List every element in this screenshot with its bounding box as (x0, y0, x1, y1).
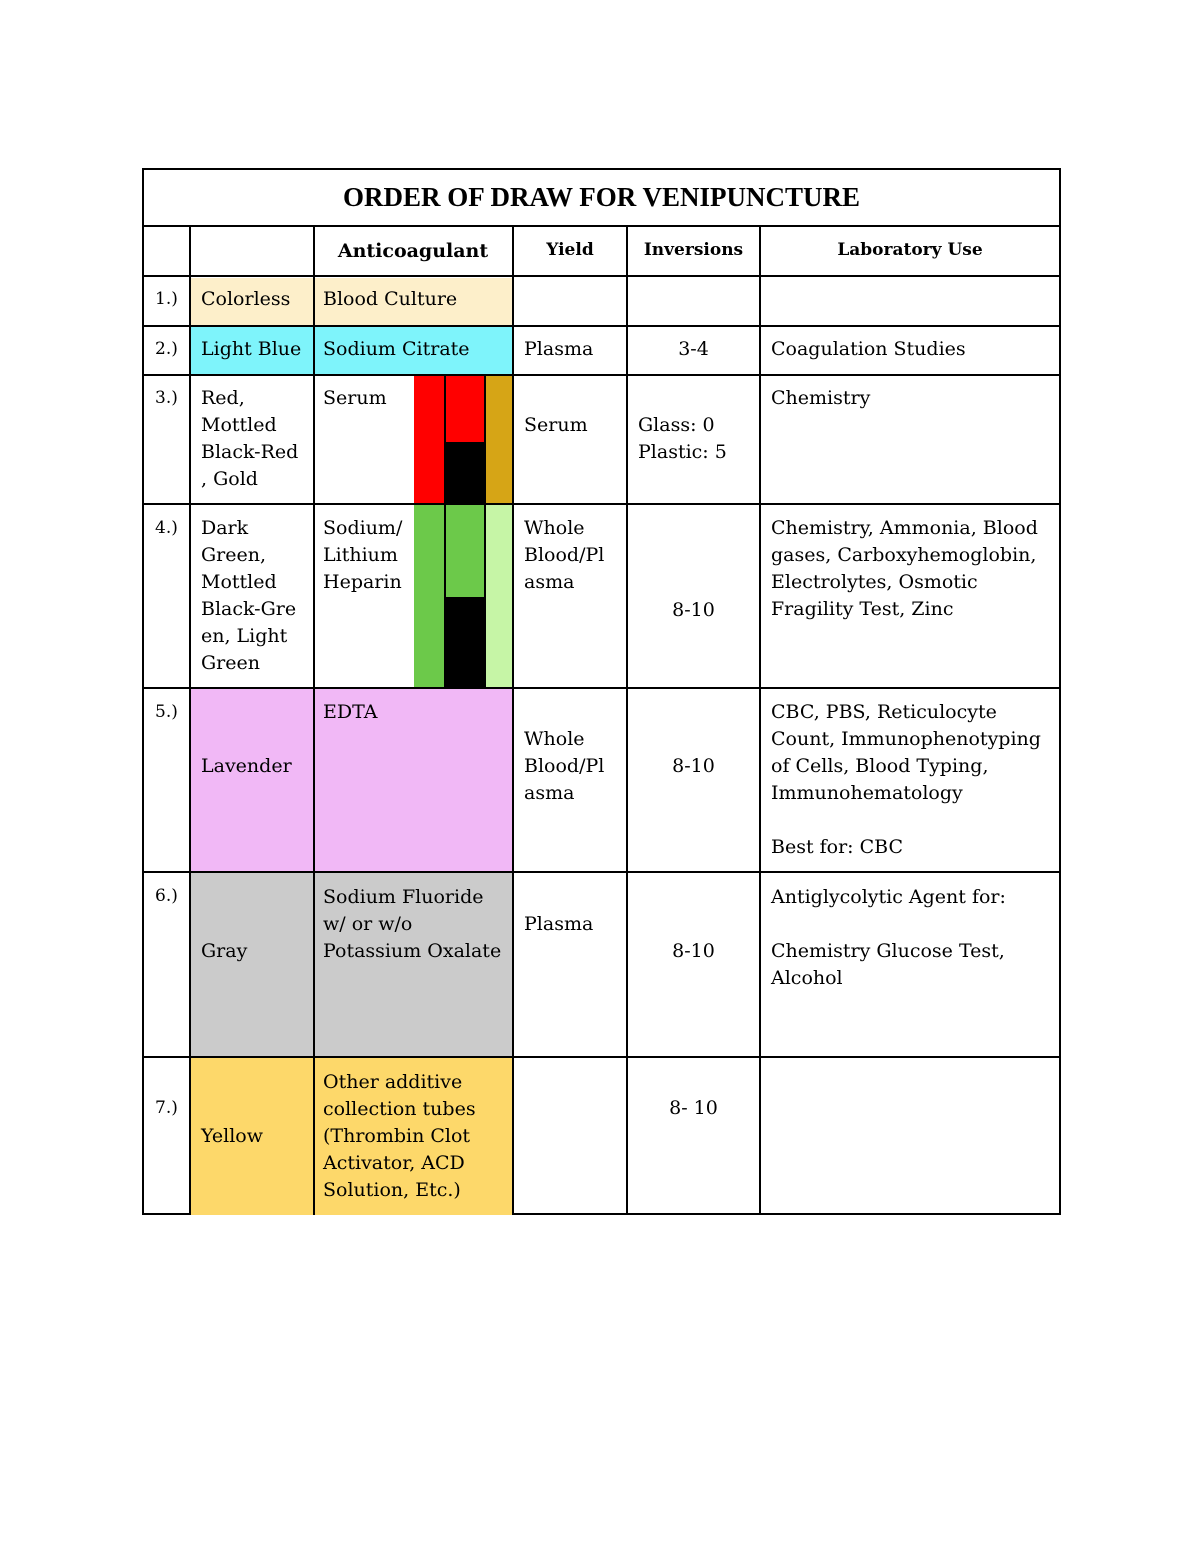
yield: Plasma (524, 913, 594, 935)
light-green-tube-block (484, 505, 513, 688)
anticoagulant-line: collection tubes (323, 1098, 476, 1120)
row-number: 5.) (155, 702, 178, 722)
tube-color-line: Mottled (201, 414, 277, 436)
laboratory-use-line: Chemistry Glucose Test, (771, 940, 1005, 962)
laboratory-use: Chemistry (771, 387, 871, 409)
laboratory-use-line: Electrolytes, Osmotic (771, 571, 978, 593)
yield (516, 720, 626, 813)
inversions (630, 406, 759, 472)
inversions: 8- 10 (669, 1097, 718, 1119)
yield-line: Whole (524, 728, 585, 750)
dark-green-tube-block (414, 505, 446, 688)
inversions: 8-10 (672, 755, 715, 777)
mottled-black-bottom-block (446, 442, 484, 504)
mottled-black-green-bottom-block (446, 597, 484, 688)
row-number: 7.) (155, 1098, 178, 1118)
tube-color-line: Red, (201, 387, 245, 409)
order-of-draw-table (142, 168, 1061, 1215)
yield-line: Blood/Pl (524, 544, 605, 566)
laboratory-use-line: Chemistry, Ammonia, Blood (771, 517, 1038, 539)
anticoagulant-line: Other additive (323, 1071, 463, 1093)
inversions: 3-4 (678, 338, 709, 360)
tube-color: Lavender (201, 755, 292, 777)
red-tube-block (414, 376, 446, 504)
anticoagulant (315, 878, 512, 971)
anticoagulant-line: Heparin (323, 571, 402, 593)
mottled-green-top-block (446, 505, 484, 597)
row-number: 6.) (155, 886, 178, 906)
grid-line (144, 503, 1059, 505)
anticoagulant-line: Sodium Fluoride (323, 886, 484, 908)
tube-color-line: Black-Gre (201, 598, 297, 620)
laboratory-use: Coagulation Studies (771, 338, 966, 360)
yield: Plasma (524, 338, 594, 360)
inversions-line: Glass: 0 (638, 414, 715, 436)
gold-tube-block (484, 376, 513, 504)
tube-color-line: , Gold (201, 468, 258, 490)
anticoagulant (315, 1063, 512, 1210)
tube-color-line: Green (201, 652, 260, 674)
grid-line (144, 325, 1059, 327)
laboratory-use-line: Immunohematology (771, 782, 963, 804)
anticoagulant-line: (Thrombin Clot (323, 1125, 471, 1147)
anticoagulant (315, 509, 414, 602)
yield (516, 509, 626, 602)
anticoagulant-line: Solution, Etc.) (323, 1179, 461, 1201)
grid-line (144, 687, 1059, 689)
row-number: 4.) (155, 518, 178, 538)
laboratory-use-head: Antiglycolytic Agent for: (771, 886, 1006, 908)
inversions: 8-10 (672, 940, 715, 962)
header-yield: Yield (546, 239, 594, 260)
anticoagulant: Blood Culture (323, 288, 458, 310)
yield-line: Whole (524, 517, 585, 539)
tube-color-line: Black-Red (201, 441, 299, 463)
laboratory-use-line: CBC, PBS, Reticulocyte (771, 701, 997, 723)
yield-line: asma (524, 782, 575, 804)
yield-line: asma (524, 571, 575, 593)
tube-color: Light Blue (201, 338, 302, 360)
anticoagulant: Serum (323, 387, 387, 409)
yield: Serum (524, 414, 588, 436)
anticoagulant-line: Activator, ACD (323, 1152, 465, 1174)
header-inversions: Inversions (643, 239, 744, 260)
laboratory-use (763, 509, 1059, 629)
tube-color-line: Dark (201, 517, 249, 539)
tube-color: Gray (201, 940, 248, 962)
anticoagulant-line: Lithium (323, 544, 398, 566)
anticoagulant: Sodium Citrate (323, 338, 470, 360)
grid-line (144, 374, 1059, 376)
yield-line: Blood/Pl (524, 755, 605, 777)
anticoagulant-line: Potassium Oxalate (323, 940, 502, 962)
inversions-line: Plastic: 5 (638, 441, 727, 463)
tube-color-line: Mottled (201, 571, 277, 593)
table-title: ORDER OF DRAW FOR VENIPUNCTURE (144, 170, 1059, 227)
tube-color (193, 509, 313, 683)
tube-color-line: Green, (201, 544, 267, 566)
best-for-note: Best for: CBC (771, 836, 904, 858)
anticoagulant: EDTA (323, 701, 378, 723)
anticoagulant-line: w/ or w/o (323, 913, 413, 935)
grid-line (144, 275, 1059, 277)
laboratory-use-line: Fragility Test, Zinc (771, 598, 954, 620)
laboratory-use-line: gases, Carboxyhemoglobin, (771, 544, 1037, 566)
mottled-red-top-block (446, 376, 484, 442)
header-anticoagulant: Anticoagulant (337, 239, 489, 262)
row-number: 2.) (155, 339, 178, 359)
laboratory-use-line: Alcohol (771, 967, 843, 989)
laboratory-use-line: of Cells, Blood Typing, (771, 755, 989, 777)
anticoagulant-line: Sodium/ (323, 517, 403, 539)
row-number: 3.) (155, 388, 178, 408)
laboratory-use-line: Count, Immunophenotyping (771, 728, 1041, 750)
tube-color (193, 379, 313, 499)
tube-color: Yellow (201, 1125, 263, 1147)
header-laboratory-use: Laboratory Use (837, 239, 983, 260)
tube-color-line: en, Light (201, 625, 288, 647)
inversions: 8-10 (672, 599, 715, 621)
tube-color: Colorless (201, 288, 291, 310)
grid-line (144, 871, 1059, 873)
row-number: 1.) (155, 289, 178, 309)
grid-line (144, 1056, 1059, 1058)
laboratory-use (763, 693, 1059, 867)
laboratory-use (763, 878, 1059, 998)
